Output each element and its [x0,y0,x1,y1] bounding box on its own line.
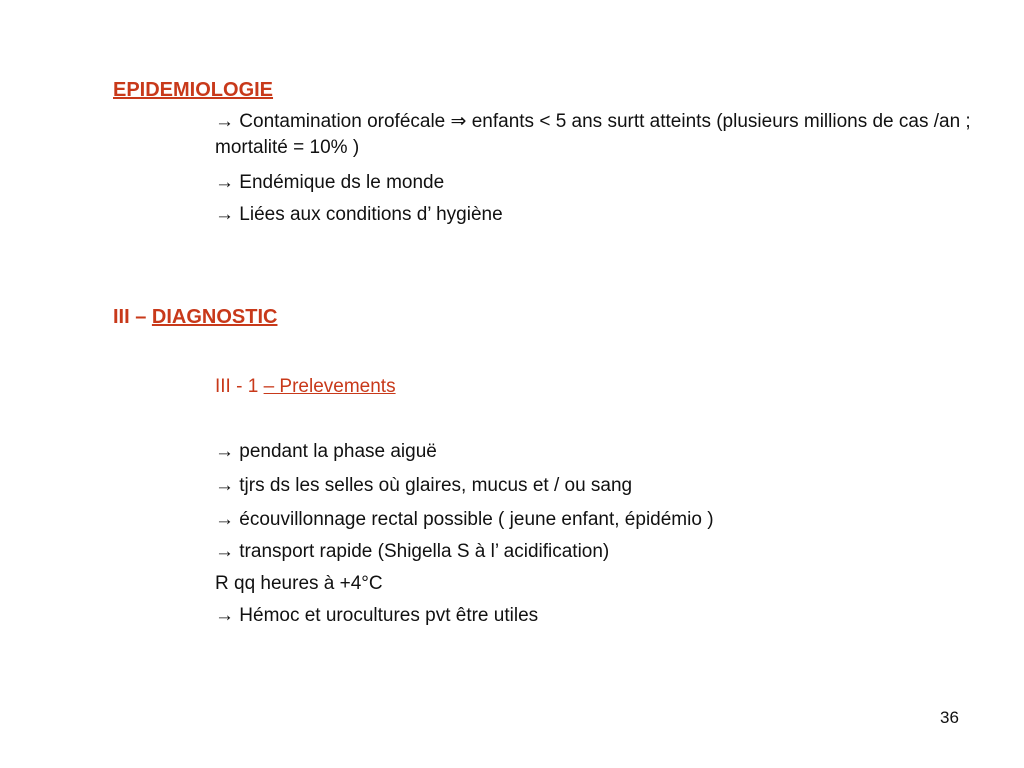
subsection-prefix: III - 1 [215,376,264,397]
epidemiology-heading: EPIDEMIOLOGIE [113,79,274,101]
subsection-title: – Prelevements [263,376,396,397]
diagnostic-line-stool: → tjrs ds les selles où glaires, mucus et / ou sang [215,475,633,496]
diagnostic-heading-title: DIAGNOSTIC [151,306,278,328]
diagnostic-line-storage: R qq heures à +4°C [215,573,383,594]
diagnostic-heading [113,305,277,329]
page-number: 36 [940,708,959,727]
diagnostic-line-rectal-swab: → écouvillonnage rectal possible ( jeune enfant, épidémio ) [215,509,714,530]
subsection-heading-prelevements [215,374,396,400]
epidemiology-line-hygiene: → Liées aux conditions d’ hygiène [215,204,503,225]
epidemiology-line-contamination: → Contamination orofécale ⇒ enfants < 5 ans surtt atteints (plusieurs millions de cas /an ; mortalité = 10% ) [215,111,971,158]
diagnostic-heading-prefix: III – [113,306,152,328]
diagnostic-line-blood-urine-cultures: → Hémoc et urocultures pvt être utiles [215,605,539,626]
diagnostic-line-acute-phase: → pendant la phase aiguë [215,441,437,462]
diagnostic-line-transport: → transport rapide (Shigella S à l’ acidification) [215,541,610,562]
epidemiology-line-endemic: → Endémique ds le monde [215,172,445,193]
